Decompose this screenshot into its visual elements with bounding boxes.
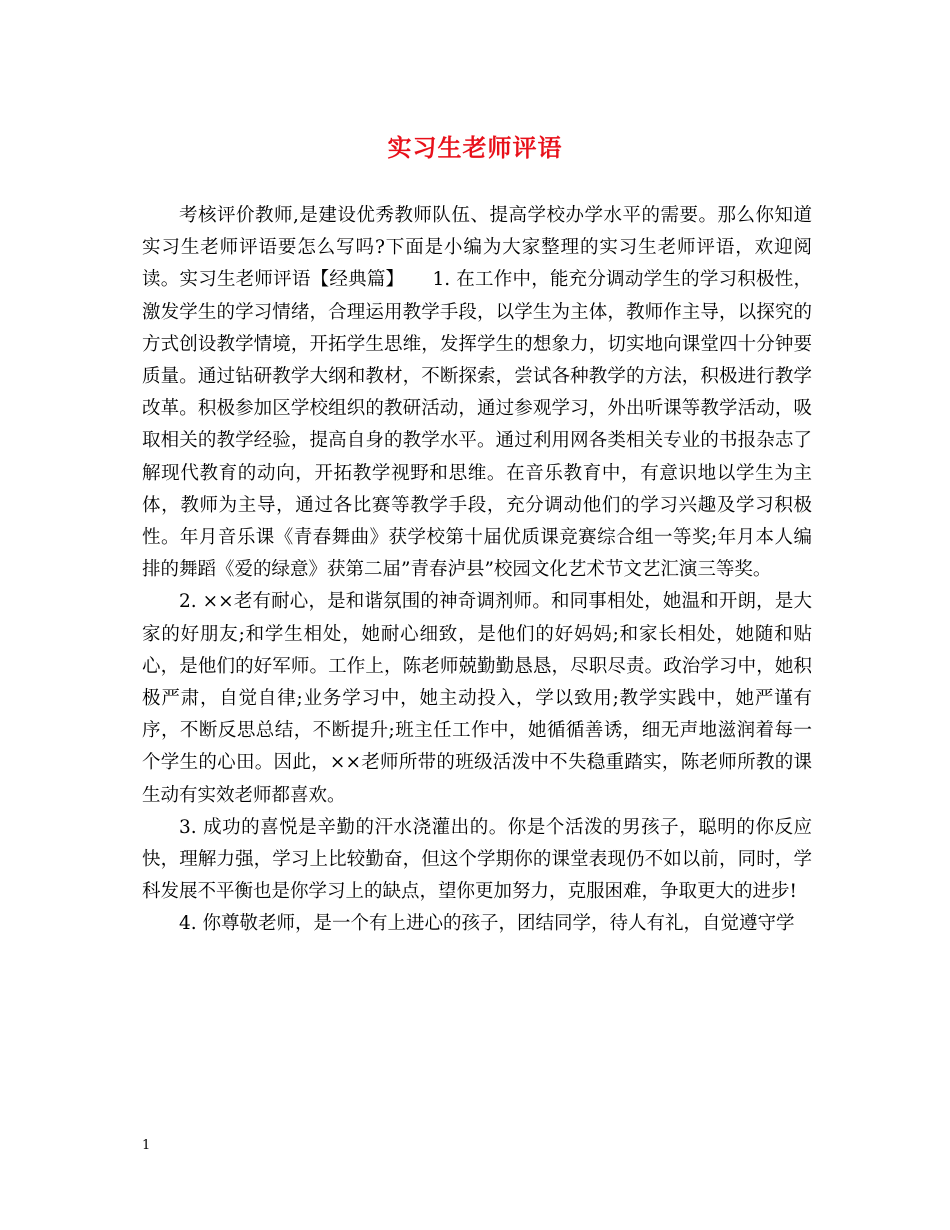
paragraph-2: 2. ××老有耐心，是和谐氛围的神奇调剂师。和同事相处，她温和开朗，是大家的好朋友;和学生相处，她耐心细致，是他们的好妈妈;和家长相处，她随和贴心，是他们的好军师。工作上，陈老师兢勤勤恳恳，尽职尽责。政治学习中，她积极严肃，自觉自律;业务学习中，她主动投入，学以致用;教学实践中，她严谨有序，不断反思总结，不断提升;班主任工作中，她循循善诱，细无声地滋润着每一个学生的心田。因此，××老师所带的班级活泼中不失稳重踏实，陈老师所教的课生动有实效老师都喜欢。 (142, 591, 812, 806)
document-body (142, 200, 812, 941)
paragraph-4: 4. 你尊敬老师，是一个有上进心的孩子，团结同学，待人有礼，自觉遵守学 (179, 913, 795, 935)
page-number: 1 (142, 1138, 151, 1153)
paragraph-3: 3. 成功的喜悦是辛勤的汗水浇灌出的。你是个活泼的男孩子，聪明的你反应快，理解力强，学习上比较勤奋，但这个学期你的课堂表现仍不如以前，同时，学科发展不平衡也是你学习上的缺点，望你更加努力，克服困难，争取更大的进步! (142, 816, 812, 903)
paragraph-intro: 考核评价教师,是建设优秀教师队伍、提高学校办学水平的需要。那么你知道实习生老师评语要怎么写吗?下面是小编为大家整理的实习生老师评语，欢迎阅读。实习生老师评语【经典篇】 1. 在工作中，能充分调动学生的学习积极性，激发学生的学习情绪，合理运用教学手段，以学生为主体，教师作主导，以探究的方式创设教学情境，开拓学生思维，发挥学生的想象力，切实地向课堂四十分钟要质量。通过钻研教学大纲和教材，不断探索，尝试各种教学的方法，积极进行教学改革。积极参加区学校组织的教研活动，通过参观学习，外出听课等教学活动，吸取相关的教学经验，提高自身的教学水平。通过利用网各类相关专业的书报杂志了解现代教育的动向，开拓教学视野和思维。在音乐教育中，有意识地以学生为主体，教师为主导，通过各比赛等教学手段，充分调动他们的学习兴趣及学习积极性。年月音乐课《青春舞曲》获学校第十届优质课竞赛综合组一等奖;年月本人编排的舞蹈《爱的绿意》获第二届”青春泸县”校园文化艺术节文艺汇演三等奖。 (142, 205, 812, 581)
document-title: 实习生老师评语 (387, 133, 563, 162)
